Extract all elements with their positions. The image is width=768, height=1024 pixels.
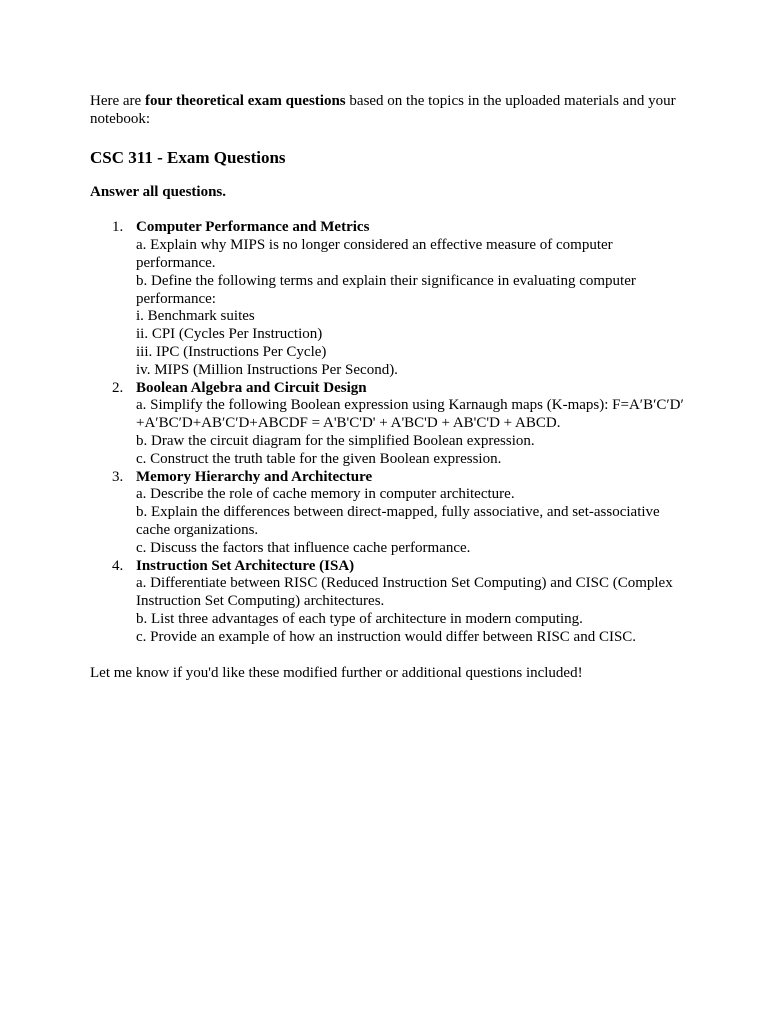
instruction-text: Answer all questions. [90, 183, 226, 200]
question-item-3 [90, 469, 690, 558]
question-number: 2. [112, 379, 124, 396]
question-line: b. Draw the circuit diagram for the simplified Boolean expression. [136, 432, 535, 449]
question-item-4 [90, 558, 690, 647]
question-line: ii. CPI (Cycles Per Instruction) [136, 326, 323, 343]
question-line: b. Define the following terms and explain their significance in evaluating computer performance: [136, 272, 636, 307]
question-line: a. Describe the role of cache memory in computer architecture. [136, 486, 515, 503]
question-item-2 [90, 380, 690, 469]
intro-emphasis: four theoretical exam questions [144, 93, 346, 109]
question-line: c. Construct the truth table for the given Boolean expression. [136, 450, 502, 467]
question-title: Instruction Set Architecture (ISA) [136, 557, 355, 574]
outro-paragraph: Let me know if you'd like these modified further or additional questions included! [90, 664, 583, 681]
intro-prefix: Here are [90, 93, 145, 109]
question-line: c. Provide an example of how an instruction would differ between RISC and CISC. [136, 628, 637, 645]
question-line: c. Discuss the factors that influence cache performance. [136, 539, 471, 556]
document-title: CSC 311 - Exam Questions [90, 147, 286, 167]
question-line: i. Benchmark suites [136, 308, 255, 325]
document-page [90, 93, 690, 682]
intro-paragraph [90, 93, 690, 129]
question-title: Boolean Algebra and Circuit Design [136, 379, 367, 396]
question-number: 1. [112, 219, 124, 236]
intro-suffix: based on the topics in the uploaded materials and your notebook: [90, 93, 676, 127]
question-line: a. Differentiate between RISC (Reduced Instruction Set Computing) and CISC (Complex Instruction Set Computing) architectures. [136, 575, 673, 610]
question-line: a. Explain why MIPS is no longer considered an effective measure of computer performance. [136, 237, 613, 271]
question-list [90, 219, 690, 646]
question-line: b. Explain the differences between direct-mapped, fully associative, and set-associative cache organizations. [136, 504, 660, 538]
question-line: iii. IPC (Instructions Per Cycle) [136, 343, 327, 360]
question-title: Memory Hierarchy and Architecture [136, 468, 373, 485]
question-number: 3. [112, 468, 124, 485]
question-item-1 [90, 219, 690, 379]
question-line: iv. MIPS (Million Instructions Per Second). [136, 361, 398, 378]
question-number: 4. [112, 557, 124, 574]
question-line: b. List three advantages of each type of architecture in modern computing. [136, 610, 583, 627]
question-title: Computer Performance and Metrics [136, 219, 370, 236]
question-line: a. Simplify the following Boolean expression using Karnaugh maps (K-maps): F=A′B′C′D′+A′BC′D+AB′C′D+ABCDF = A'B'C'D' + A'BC'D + AB'C'D + ABCD. [136, 397, 684, 432]
